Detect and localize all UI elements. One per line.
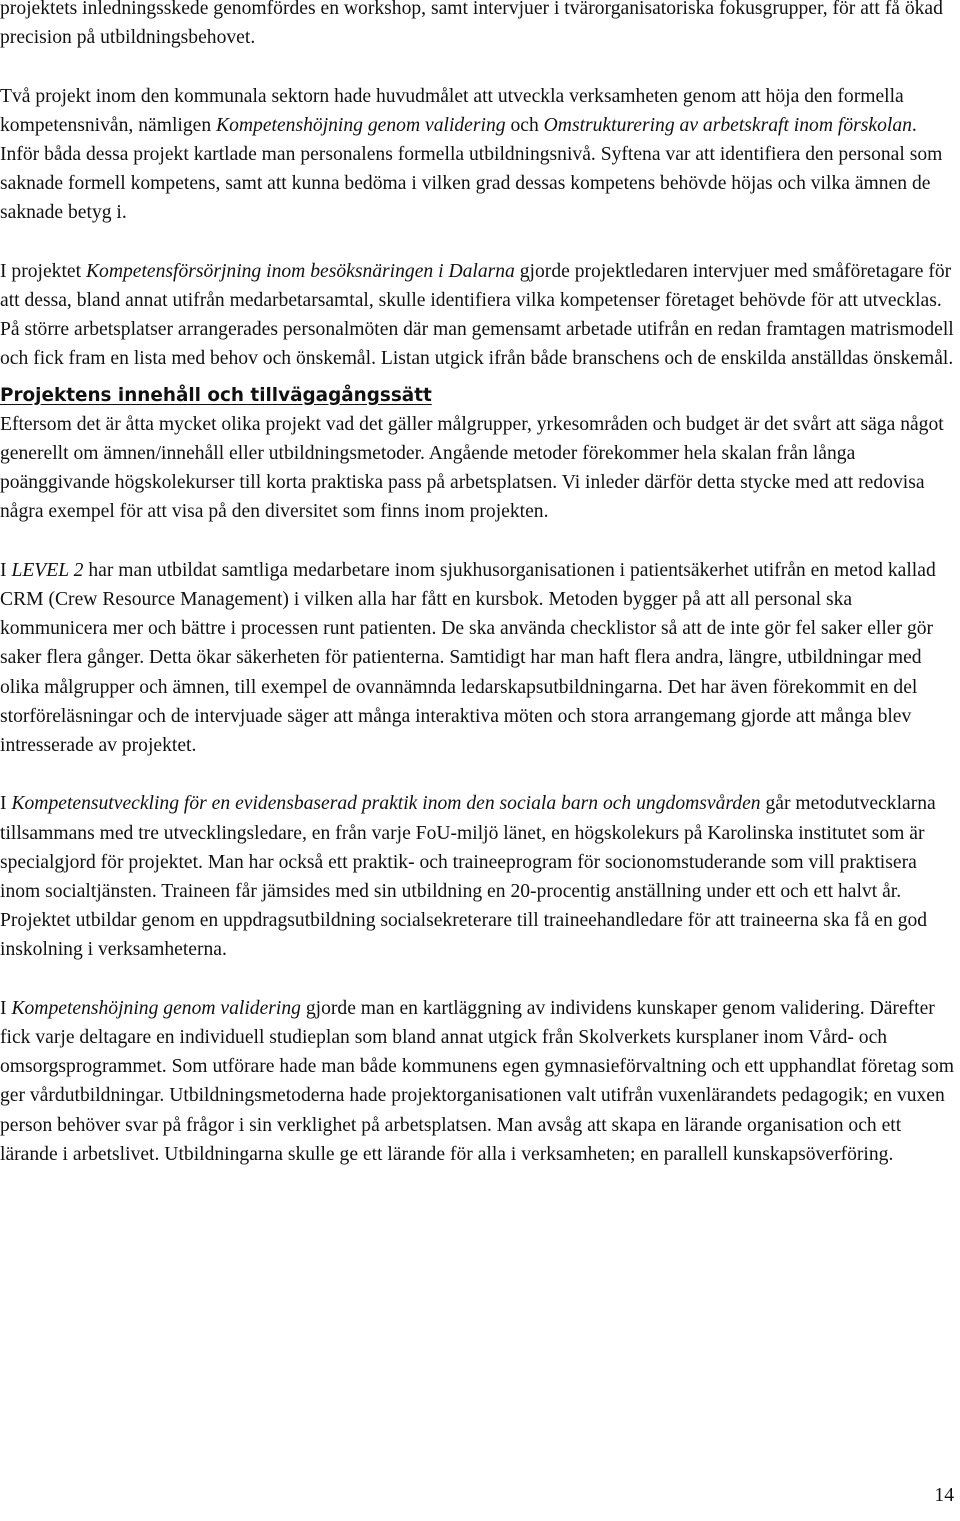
- project-title-level2: LEVEL 2: [11, 559, 84, 581]
- paragraph-municipal-projects: Två projekt inom den kommunala sektorn hade huvudmålet att utveckla verksamheten genom att höja den formella kompetensnivån, nämligen Kompetenshöjning genom validering och Omstrukturering av arbetskraft inom förskolan. Inför båda dessa projekt kartlade man personalens formella utbildningsnivå. Syftena var att identifiera den personal som saknade formell kompetens, samt att kunna bedöma i vilken grad dessas kompetens behövde höjas och vilka ämnen de saknade betyg i.: [0, 85, 943, 224]
- project-title-forskolan: Omstrukturering av arbetskraft inom förskolan: [543, 114, 912, 136]
- page-number: 14: [934, 1485, 954, 1506]
- project-title-validering: Kompetenshöjning genom validering: [216, 114, 506, 136]
- section-heading: Projektens innehåll och tillvägagångssätt: [0, 384, 432, 406]
- project-title-evidensbaserad: Kompetensutveckling för en evidensbaserad praktik inom den sociala barn och ungdomsvården: [11, 793, 761, 815]
- paragraph-content-overview: Eftersom det är åtta mycket olika projekt vad det gäller målgrupper, yrkesområden och budget är det svårt att säga något generellt om ämnen/innehåll eller utbildningsmetoder. Angående metoder förekommer hela skalan från långa poänggivande högskolekurser till korta praktiska pass på arbetsplatsen. Vi inleder därför detta stycke med att redovisa några exempel för att visa på den diversitet som finns inom projekten.: [0, 413, 944, 523]
- paragraph-validering: I Kompetenshöjning genom validering gjorde man en kartläggning av individens kunskaper genom validering. Därefter fick varje deltagare en individuell studieplan som bland annat utgick från Skolverkets kursplaner inom Vård- och omsorgsprogrammet. Som utförare hade man både kommunens egen gymnasieförvaltning och ett upphandlat företag som ger vårdutbildningar. Utbildningsmetoderna hade projektorganisationen valt utifrån vuxenlärandets pedagogik; en vuxen person behöver svar på frågor i sin verklighet på arbetsplatsen. Man avsåg att skapa en lärande organisation och ett lärande i arbetslivet. Utbildningarna skulle ge ett lärande för alla i verksamheten; en parallell kunskapsöverföring.: [0, 997, 955, 1165]
- paragraph-evidensbaserad: I Kompetensutveckling för en evidensbaserad praktik inom den sociala barn och ungdomsvården går metodutvecklarna tillsammans med tre utvecklingsledare, en från varje FoU-miljö länet, en högskolekurs på Karolinska institutet som är specialgjord för projektet. Man har också ett praktik- och traineeprogram för socionomstuderande som vill praktisera inom socialtjänsten. Traineen får jämsides med sin utbildning en 20-procentig anställning under ett och ett halvt år. Projektet utbildar genom en uppdragsutbildning socialsekreterare till traineehandledare för att traineerna ska få en god inskolning i verksamheterna.: [0, 793, 936, 961]
- project-title-dalarna: Kompetensförsörjning inom besöksnäringen i Dalarna: [85, 260, 515, 282]
- project-title-validering-2: Kompetenshöjning genom validering: [11, 997, 301, 1019]
- paragraph-level2: I LEVEL 2 har man utbildat samtliga medarbetare inom sjukhusorganisationen i patientsäkerhet utifrån en metod kallad CRM (Crew Resource Management) i vilken alla har fått en kursbok. Metoden bygger på att all personal ska kommunicera mer och bättre i processen runt patienten. De ska använda checklistor så att de inte gör fel saker eller gör saker flera gånger. Detta ökar säkerheten för patienterna. Samtidigt har man haft flera andra, längre, utbildningar med olika målgrupper och ämnen, till exempel de ovannämnda ledarskapsutbildningarna. Det har även förekommit en del storföreläsningar och de intervjuade säger att många interaktiva möten och stora arrangemang gjorde att många blev intresserade av projektet.: [0, 559, 936, 757]
- paragraph-intro-continuation: projektets inledningsskede genomfördes en workshop, samt intervjuer i tvärorganisatoriska fokusgrupper, för att få ökad precision på utbildningsbehovet.: [0, 0, 943, 49]
- paragraph-dalarna-project: I projektet Kompetensförsörjning inom besöksnäringen i Dalarna gjorde projektledaren intervjuer med småföretagare för att dessa, bland annat utifrån medarbetarsamtal, skulle identifiera vilka kompetenser företaget behövde för att utvecklas. På större arbetsplatser arrangerades personalmöten där man gemensamt arbetade utifrån en redan framtagen matrismodell och fick fram en lista med behov och önskemål. Listan utgick ifrån både branschens och de enskilda anställdas önskemål.: [0, 260, 954, 370]
